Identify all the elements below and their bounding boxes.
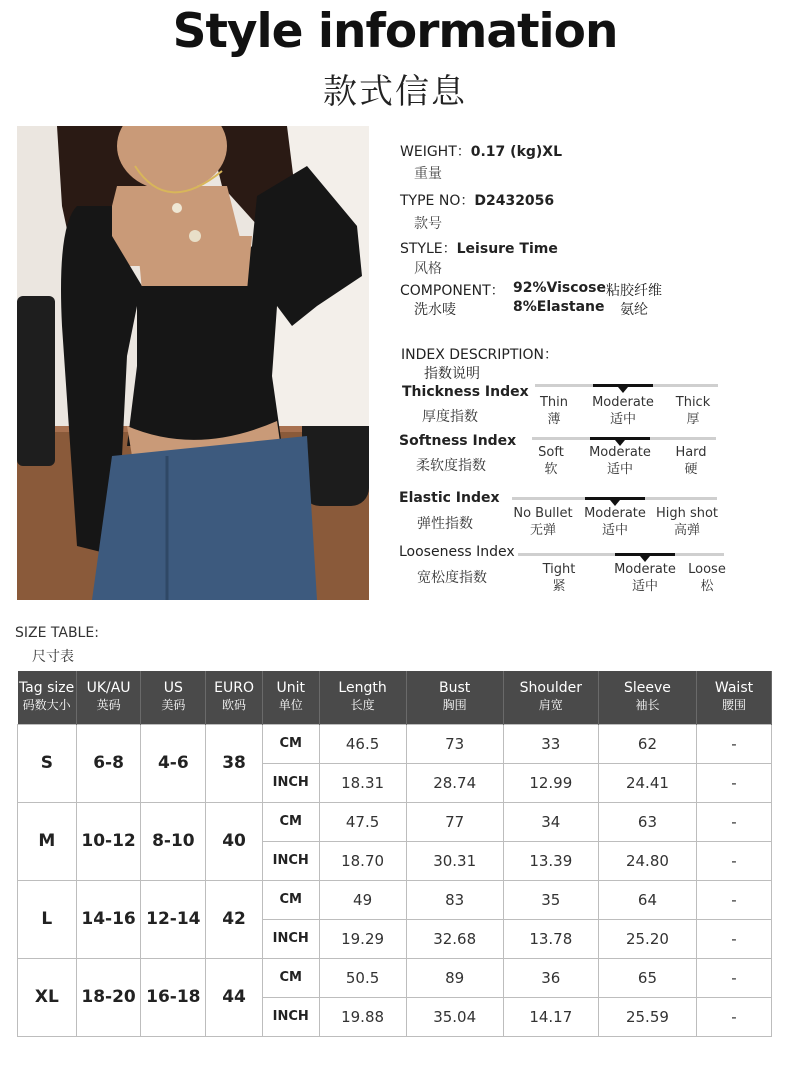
bust-cell: 83 (406, 880, 503, 919)
header-en: Unit (276, 680, 305, 697)
softness-index-label: Softness Index (399, 433, 517, 449)
table-row (18, 880, 772, 919)
length-cell: 19.88 (319, 997, 406, 1036)
shoulder-cell: 13.78 (503, 919, 598, 958)
option-en: Loose (688, 562, 726, 577)
elastic-index-label: Elastic Index (399, 490, 500, 506)
tag-size-cell: S (18, 724, 77, 802)
component-value-2: 8%Elastane (513, 299, 605, 315)
type-label: TYPE NO： (400, 193, 475, 209)
euro-cell: 42 (206, 880, 263, 958)
option-en: Tight (542, 562, 576, 577)
unit-cell: INCH (262, 763, 319, 802)
type-value: D2432056 (474, 193, 555, 209)
length-cell: 18.31 (319, 763, 406, 802)
waist-cell: - (697, 841, 772, 880)
component-value-2-cn: 氨纶 (620, 302, 648, 318)
looseness-index-cn: 宽松度指数 (417, 570, 487, 586)
shoulder-cell: 36 (503, 958, 598, 997)
us-cell: 12-14 (141, 880, 206, 958)
index-title: INDEX DESCRIPTION： (401, 347, 559, 363)
euro-cell: 40 (206, 802, 263, 880)
option-cn: 薄 (547, 412, 561, 427)
elastic-option-high-shot (655, 505, 719, 539)
bust-cell: 35.04 (406, 997, 503, 1036)
page-title-en: Style information (172, 4, 618, 59)
header-en: UK/AU (86, 680, 131, 697)
uk-au-cell: 14-16 (76, 880, 141, 958)
sleeve-cell: 65 (598, 958, 696, 997)
elastic-option-no-bullet (512, 505, 574, 539)
table-row (18, 724, 772, 763)
option-cn: 硬 (684, 462, 698, 477)
header-cn: 腰围 (722, 698, 747, 713)
header-en: Shoulder (519, 680, 582, 697)
waist-cell: - (697, 763, 772, 802)
thickness-option-thin (530, 394, 578, 428)
us-cell: 8-10 (141, 802, 206, 880)
option-en: Hard (675, 445, 707, 460)
unit-cell: INCH (262, 841, 319, 880)
type-cn: 款号 (414, 216, 442, 232)
looseness-index-label: Looseness Index (399, 544, 515, 560)
header-unit (262, 671, 319, 724)
page-title-cn: 款式信息 (323, 72, 467, 112)
length-cell: 19.29 (319, 919, 406, 958)
unit-cell: INCH (262, 919, 319, 958)
shoulder-cell: 35 (503, 880, 598, 919)
option-en: Thick (675, 395, 711, 410)
header-sleeve (598, 671, 696, 724)
shoulder-cell: 33 (503, 724, 598, 763)
option-cn: 紧 (552, 579, 566, 594)
option-cn: 适中 (606, 462, 633, 477)
length-cell: 18.70 (319, 841, 406, 880)
component-cn: 洗水唛 (414, 302, 456, 318)
length-cell: 50.5 (319, 958, 406, 997)
option-en: Soft (538, 445, 564, 460)
tag-size-cell: L (18, 880, 77, 958)
header-en: Bust (439, 680, 471, 697)
thickness-option-moderate (590, 394, 656, 428)
header-en: Tag size (18, 680, 75, 697)
bust-cell: 30.31 (406, 841, 503, 880)
elastic-option-moderate (582, 505, 648, 539)
product-photo (17, 126, 369, 600)
option-cn: 适中 (631, 579, 658, 594)
waist-cell: - (697, 997, 772, 1036)
sleeve-cell: 24.41 (598, 763, 696, 802)
header-en: US (163, 680, 183, 697)
header-en: EURO (214, 680, 254, 697)
option-cn: 软 (544, 462, 558, 477)
option-en: Moderate (584, 506, 646, 521)
size-table-title: SIZE TABLE: (15, 625, 99, 641)
header-shoulder (503, 671, 598, 724)
option-en: High shot (655, 506, 719, 521)
style-cn: 风格 (414, 261, 442, 277)
component-value-1: 92%Viscose (513, 280, 606, 296)
option-en: No Bullet (513, 506, 573, 521)
euro-cell: 44 (206, 958, 263, 1036)
header-uk-au (76, 671, 141, 724)
unit-cell: CM (262, 724, 319, 763)
waist-cell: - (697, 802, 772, 841)
table-row (18, 958, 772, 997)
uk-au-cell: 10-12 (76, 802, 141, 880)
elastic-index-cn: 弹性指数 (417, 516, 473, 532)
waist-cell: - (697, 880, 772, 919)
component-label: COMPONENT： (400, 283, 505, 299)
header-us (141, 671, 206, 724)
bust-cell: 89 (406, 958, 503, 997)
header-cn: 英码 (96, 698, 121, 713)
header-cn: 长度 (350, 698, 375, 713)
softness-option-soft (528, 444, 574, 478)
us-cell: 4-6 (141, 724, 206, 802)
shoulder-cell: 13.39 (503, 841, 598, 880)
sleeve-cell: 25.59 (598, 997, 696, 1036)
looseness-option-tight (536, 561, 582, 595)
header-en: Waist (714, 680, 754, 697)
softness-option-moderate (587, 444, 653, 478)
option-cn: 厚 (686, 412, 700, 427)
sleeve-cell: 62 (598, 724, 696, 763)
header-cn: 袖长 (635, 698, 660, 713)
option-cn: 高弹 (673, 523, 700, 538)
softness-index-cn: 柔软度指数 (416, 458, 486, 474)
shoulder-cell: 12.99 (503, 763, 598, 802)
thickness-index-cn: 厚度指数 (422, 409, 478, 425)
shoulder-cell: 14.17 (503, 997, 598, 1036)
header-en: Length (338, 680, 387, 697)
waist-cell: - (697, 724, 772, 763)
header-cn: 肩宽 (538, 698, 563, 713)
looseness-option-moderate (612, 561, 678, 595)
weight-cn: 重量 (414, 166, 442, 182)
sleeve-cell: 24.80 (598, 841, 696, 880)
waist-cell: - (697, 958, 772, 997)
style-value: Leisure Time (456, 241, 558, 257)
option-cn: 松 (700, 579, 714, 594)
unit-cell: CM (262, 802, 319, 841)
tag-size-cell: M (18, 802, 77, 880)
bust-cell: 73 (406, 724, 503, 763)
header-cn: 胸围 (442, 698, 467, 713)
uk-au-cell: 6-8 (76, 724, 141, 802)
option-cn: 适中 (609, 412, 636, 427)
option-en: Thin (539, 395, 569, 410)
sleeve-cell: 64 (598, 880, 696, 919)
shoulder-cell: 34 (503, 802, 598, 841)
softness-option-hard (668, 444, 714, 478)
header-cn: 欧码 (222, 698, 247, 713)
table-row (18, 802, 772, 841)
weight-value: 0.17 (kg)XL (470, 144, 563, 160)
unit-cell: INCH (262, 997, 319, 1036)
looseness-option-loose (684, 561, 730, 595)
header-bust (406, 671, 503, 724)
bust-cell: 28.74 (406, 763, 503, 802)
euro-cell: 38 (206, 724, 263, 802)
header-cn: 码数大小 (22, 698, 71, 713)
header-cn: 美码 (161, 698, 186, 713)
length-cell: 46.5 (319, 724, 406, 763)
component-value-1-cn: 粘胶纤维 (606, 283, 662, 299)
uk-au-cell: 18-20 (76, 958, 141, 1036)
thickness-index-label: Thickness Index (402, 384, 529, 400)
header-euro (206, 671, 263, 724)
length-cell: 49 (319, 880, 406, 919)
weight-label: WEIGHT： (400, 144, 471, 160)
waist-cell: - (697, 919, 772, 958)
type-row (400, 190, 554, 210)
bust-cell: 32.68 (406, 919, 503, 958)
unit-cell: CM (262, 958, 319, 997)
length-cell: 47.5 (319, 802, 406, 841)
sleeve-cell: 63 (598, 802, 696, 841)
size-table-header (18, 671, 772, 724)
style-row (400, 238, 558, 258)
sleeve-cell: 25.20 (598, 919, 696, 958)
option-cn: 无弹 (529, 523, 556, 538)
option-cn: 适中 (601, 523, 628, 538)
size-table (17, 671, 772, 1037)
style-label: STYLE： (400, 241, 457, 257)
index-title-cn: 指数说明 (424, 366, 480, 382)
header-length (319, 671, 406, 724)
bust-cell: 77 (406, 802, 503, 841)
option-en: Moderate (614, 562, 676, 577)
weight-row (400, 141, 562, 161)
option-en: Moderate (592, 395, 654, 410)
tag-size-cell: XL (18, 958, 77, 1036)
size-table-title-cn: 尺寸表 (32, 649, 74, 665)
header-cn: 单位 (278, 698, 303, 713)
option-en: Moderate (589, 445, 651, 460)
header-en: Sleeve (624, 680, 671, 697)
unit-cell: CM (262, 880, 319, 919)
thickness-marker-icon (618, 387, 628, 393)
us-cell: 16-18 (141, 958, 206, 1036)
thickness-option-thick (668, 394, 718, 428)
header-tag-size (18, 671, 77, 724)
header-waist (697, 671, 772, 724)
